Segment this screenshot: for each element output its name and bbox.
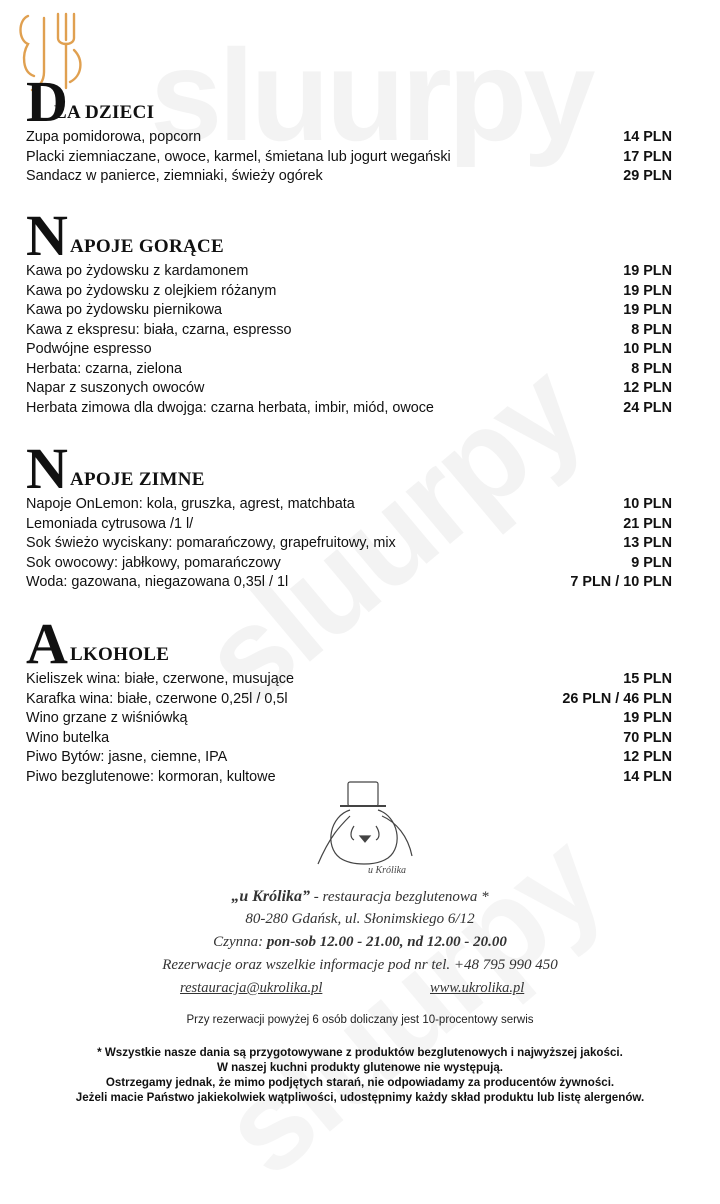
menu-item-name: Podwójne espresso — [26, 341, 152, 357]
section-napoje-gorace — [26, 203, 672, 418]
menu-item-name: Herbata: czarna, zielona — [26, 360, 182, 377]
menu-item-name: Kawa z ekspresu: biała, czarna, espresso — [26, 321, 292, 338]
menu-item-name: Piwo Bytów: jasne, ciemne, IPA — [26, 749, 228, 765]
menu-item-name: Wino butelka — [26, 729, 110, 746]
svg-text:u Królika: u Królika — [368, 865, 407, 876]
menu-item — [26, 301, 672, 321]
section-title-text: APOJE GORĄCE — [70, 236, 225, 257]
section-initial: D — [26, 69, 68, 134]
hours-label: Czynna: — [213, 934, 267, 950]
menu-item-price: 9 PLN — [631, 554, 672, 571]
menu-item — [26, 128, 672, 148]
disclaimer-line: * Wszystkie nasze dania są przygotowywane z produktów bezglutenowych i najwyższej jakości. — [97, 1046, 623, 1059]
menu-item-price: 12 PLN — [623, 749, 672, 765]
menu-item-name: Lemoniada cytrusowa /1 l/ — [26, 515, 194, 532]
restaurant-name: „u Królika” — [231, 888, 311, 905]
disclaimer-line: W naszej kuchni produkty glutenowe nie występują. — [216, 1061, 504, 1074]
menu-item-name: Herbata zimowa dla dwojga: czarna herbata, imbir, miód, owoce — [26, 399, 434, 416]
menu-item-name: Karafka wina: białe, czerwone 0,25l / 0,5l — [26, 690, 288, 707]
reservation-info: Rezerwacje oraz wszelkie informacje pod nr tel. +48 795 990 450 — [162, 957, 558, 973]
section-title — [26, 436, 672, 501]
menu-item-price: 10 PLN — [623, 341, 672, 357]
menu-item — [26, 690, 672, 710]
menu-item-name: Kawa po żydowsku z kardamonem — [26, 263, 249, 279]
menu-item — [26, 399, 672, 419]
menu-item-name: Kawa po żydowsku z olejkiem różanym — [26, 282, 277, 299]
menu-item-price: 10 PLN — [623, 496, 672, 512]
menu-item-name: Piwo bezglutenowe: kormoran, kultowe — [26, 768, 276, 785]
restaurant-line — [0, 888, 720, 906]
menu-item — [26, 670, 672, 690]
menu-item — [26, 495, 672, 515]
menu-item — [26, 729, 672, 749]
menu-item-price: 26 PLN / 46 PLN — [562, 690, 672, 707]
menu-item-price: 70 PLN — [623, 729, 672, 746]
rabbit-top-hat-logo-icon — [310, 776, 420, 876]
service-note: Przy rezerwacji powyżej 6 osób doliczany jest 10-procentowy serwis — [186, 1014, 534, 1026]
section-initial: N — [26, 436, 68, 501]
menu-item — [26, 534, 672, 554]
menu-item-price: 14 PLN — [623, 129, 672, 145]
menu-item-name: Kawa po żydowsku piernikowa — [26, 302, 222, 318]
menu-item — [26, 515, 672, 535]
gluten-disclaimer — [0, 1045, 720, 1105]
menu-list — [26, 262, 672, 418]
menu-item — [26, 321, 672, 341]
menu-item-name: Sok świeżo wyciskany: pomarańczowy, grapefruitowy, mix — [26, 535, 396, 551]
menu-item-name: Kieliszek wina: białe, czerwone, musujące — [26, 671, 294, 687]
menu-item-price: 15 PLN — [623, 671, 672, 687]
menu-list — [26, 670, 672, 787]
menu-item-price: 24 PLN — [623, 399, 672, 416]
restaurant-description: - restauracja bezglutenowa * — [310, 889, 489, 905]
menu-item-price: 19 PLN — [623, 302, 672, 318]
menu-item-price: 19 PLN — [623, 710, 672, 726]
menu-item-name: Sok owocowy: jabłkowy, pomarańczowy — [26, 554, 281, 571]
section-dla-dzieci — [26, 69, 672, 187]
menu-item-price: 19 PLN — [623, 282, 672, 299]
website-link[interactable]: www.ukrolika.pl — [430, 980, 525, 996]
menu-item-name: Zupa pomidorowa, popcorn — [26, 129, 202, 145]
menu-item-name: Wino grzane z wiśniówką — [26, 710, 188, 726]
section-title-text: LKOHOLE — [70, 644, 170, 665]
menu-item-name: Placki ziemniaczane, owoce, karmel, śmietana lub jogurt wegański — [26, 148, 451, 165]
section-napoje-zimne — [26, 436, 672, 593]
section-initial: N — [26, 203, 68, 268]
menu-item — [26, 554, 672, 574]
section-title-text: LA DZIECI — [54, 102, 155, 123]
menu-item — [26, 148, 672, 168]
menu-item — [26, 262, 672, 282]
opening-hours — [0, 934, 720, 951]
menu-item-price: 21 PLN — [623, 515, 672, 532]
menu-item-price: 14 PLN — [623, 768, 672, 785]
menu-item — [26, 340, 672, 360]
menu-item-name: Napoje OnLemon: kola, gruszka, agrest, matchbata — [26, 496, 355, 512]
section-alkohole — [26, 611, 672, 787]
menu-item — [26, 167, 672, 187]
menu-item — [26, 709, 672, 729]
menu-item-name: Woda: gazowana, niegazowana 0,35l / 1l — [26, 574, 289, 590]
email-link[interactable]: restauracja@ukrolika.pl — [180, 980, 323, 996]
menu-item-price: 8 PLN — [631, 321, 672, 338]
menu-item — [26, 573, 672, 593]
disclaimer-line: Jeżeli macie Państwo jakiekolwiek wątpliwości, udostępnimy każdy skład produktu lub listę alergenów. — [75, 1091, 645, 1104]
menu-item-price: 12 PLN — [623, 380, 672, 396]
menu-list — [26, 495, 672, 593]
menu-item-price: 13 PLN — [623, 535, 672, 551]
menu-item-name: Sandacz w panierce, ziemniaki, świeży ogórek — [26, 168, 323, 184]
section-title — [26, 203, 672, 268]
menu-item-price: 8 PLN — [631, 360, 672, 377]
menu-item — [26, 282, 672, 302]
menu-item-price: 29 PLN — [623, 168, 672, 184]
disclaimer-line: Ostrzegamy jednak, że mimo podjętych starań, nie odpowiadamy za producentów żywności. — [105, 1076, 615, 1089]
section-title — [26, 611, 672, 676]
menu-item-name: Napar z suszonych owoców — [26, 380, 205, 396]
section-initial: A — [26, 611, 68, 676]
hours-value: pon-sob 12.00 - 21.00, nd 12.00 - 20.00 — [266, 934, 507, 950]
section-title-text: APOJE ZIMNE — [70, 469, 205, 490]
menu-item — [26, 379, 672, 399]
section-title — [26, 69, 672, 134]
menu-item-price: 7 PLN / 10 PLN — [570, 574, 672, 590]
menu-item — [26, 748, 672, 768]
address: 80-280 Gdańsk, ul. Słonimskiego 6/12 — [245, 911, 475, 927]
menu-item-price: 17 PLN — [623, 148, 672, 165]
menu-item — [26, 360, 672, 380]
menu-item-price: 19 PLN — [623, 263, 672, 279]
menu-list — [26, 128, 672, 187]
